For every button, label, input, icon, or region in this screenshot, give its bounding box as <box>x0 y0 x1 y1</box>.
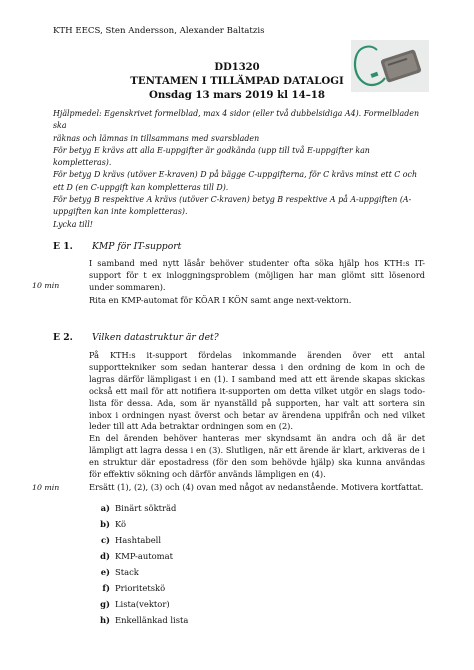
time-estimate-e2: 10 min <box>32 483 60 492</box>
question-number-e2: E 2. <box>53 332 73 343</box>
question-e1-paragraph-1: I samband med nytt läsår behöver studenter ofta söka hjälp hos KTH:s IT-support för t ex inloggningsproblem (möjligen har man glömt sitt lösenord under sommaren). <box>89 258 425 292</box>
instruction-line: räknas och lämnas in tillsammans med svarsbladen <box>53 133 260 143</box>
instruction-line: För betyg E krävs att alla E-uppgifter är godkända (upp till två E-uppgifter kan kompletteras). <box>53 145 370 168</box>
option-c <box>96 535 161 545</box>
option-label: g) <box>100 599 110 609</box>
option-label: h) <box>99 615 110 625</box>
option-label: f) <box>102 583 110 593</box>
question-e2-paragraph-3: Ersätt (1), (2), (3) och (4) ovan med något av nedanstående. Motivera kortfattat. <box>89 482 424 492</box>
option-text: Kö <box>115 519 127 529</box>
option-text: Stack <box>115 567 139 577</box>
option-text: Binärt sökträd <box>115 503 177 513</box>
option-b <box>96 519 126 529</box>
exam-title: TENTAMEN I TILLÄMPAD DATALOGI <box>130 75 344 87</box>
course-code: DD1320 <box>214 62 260 73</box>
option-label: a) <box>100 503 110 513</box>
option-text: Enkellänkad lista <box>115 615 189 625</box>
instruction-line: För betyg B respektive A krävs (utöver C-kraven) betyg B respektive A på A-uppgiften (A- <box>53 195 412 205</box>
option-label: d) <box>100 551 110 561</box>
time-estimate-e1: 10 min <box>32 281 60 290</box>
option-e <box>96 567 139 577</box>
instruction-line: ett D (en C-uppgift kan kompletteras till D). <box>53 182 229 192</box>
question-number-e1: E 1. <box>53 241 73 252</box>
option-label: c) <box>100 535 110 545</box>
option-label: b) <box>100 519 110 529</box>
option-text: Lista(vektor) <box>115 599 170 609</box>
exam-date: Onsdag 13 mars 2019 kl 14–18 <box>149 89 325 101</box>
instruction-line: Lycka till! <box>53 219 93 229</box>
authors: KTH EECS, Sten Andersson, Alexander Baltatzis <box>53 26 265 36</box>
option-f <box>96 583 165 593</box>
option-text: Hashtabell <box>115 535 162 545</box>
question-title-e1: KMP för IT-support <box>92 241 182 252</box>
option-text: Prioritetskö <box>115 583 166 593</box>
option-g <box>96 599 170 609</box>
instruction-line: För betyg D krävs (utöver E-kraven) D på bägge C-uppgifterna, för C krävs minst ett C och <box>53 170 418 180</box>
instructions <box>53 108 425 231</box>
option-a <box>96 503 176 513</box>
option-d <box>96 551 173 561</box>
instruction-line: uppgiften kan inte kompletteras). <box>53 207 188 217</box>
question-title-e2: Vilken datastruktur är det? <box>92 332 219 343</box>
instruction-line: Hjälpmedel: Egenskrivet formelblad, max 4 sidor (eller två dubbelsidiga A4). Formelbladen ska <box>53 109 420 131</box>
question-e2-paragraph-1: På KTH:s it-support fördelas inkommande ärenden över ett antal supporttekniker som sedan hanterar dessa i den ordning de kom in och de lagras därför lämpligast i en (1). I samband med att ett ärende skapas skickas också ett mail för att notifiera it-supporten om detta vilket utgör en slags todo-lista för dessa. Ada, som är nyanställd på supporten, har valt att sortera sin inbox i ordningen nyast överst och betar av ärendena uppifrån och ned vilket leder till att Ada betraktar ordningen som en (2). <box>89 350 425 432</box>
question-e2-paragraph-2: En del ärenden behöver hanteras mer skyndsamt än andra och då är det lämpligt att lagra dessa i en (3). Slutligen, när ett ärende är klart, arkiveras de i en struktur där epostadress (för den som behövde hjälp) ska kunna användas för effektiv sökning och därför används lämpligen en (4). <box>89 433 425 479</box>
option-label: e) <box>100 567 110 577</box>
option-h <box>96 615 188 625</box>
option-text: KMP-automat <box>115 551 173 561</box>
question-e1-paragraph-2: Rita en KMP-automat för KÖAR I KÖN samt ange next-vektorn. <box>89 295 352 305</box>
